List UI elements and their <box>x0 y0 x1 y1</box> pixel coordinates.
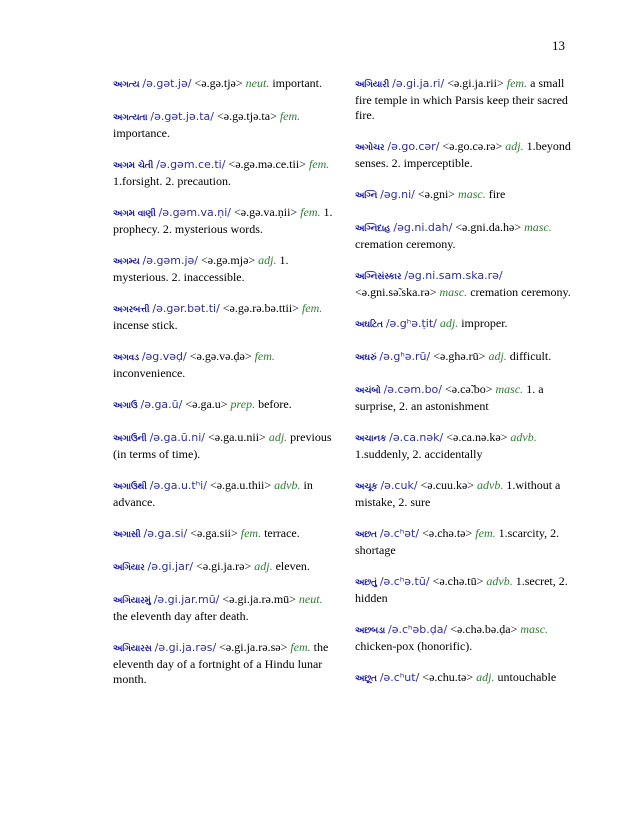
entry-transliteration: <ə.chə.bə.ḍa> <box>450 622 518 636</box>
entry-transliteration: <ə.gə.tjə.ta> <box>217 109 277 123</box>
entry-transliteration: <ə.chə.tə> <box>422 526 473 540</box>
entry-headword: અગાસી <box>113 530 141 540</box>
entry-pronunciation: /ə.ga.u.tʰi/ <box>149 479 207 492</box>
entry-definition: cremation ceremony. <box>470 285 571 299</box>
entry-transliteration: <ə.gi.ja.rə.mū> <box>222 592 296 606</box>
entry-transliteration: <ə.gə.tjə> <box>194 76 243 90</box>
entry-pronunciation: /ə.cʰəb.ḍa/ <box>388 623 448 636</box>
entry-pronunciation: /ə.cəm.bo/ <box>383 383 442 396</box>
entry-headword: અગરબત્તી <box>113 305 150 315</box>
entry-headword: અગમ્ય <box>113 257 140 267</box>
dictionary-entry <box>113 157 333 189</box>
entry-definition: 1. mysterious. 2. inaccessible. <box>113 253 289 284</box>
entry-part-of-speech: fem. <box>301 301 323 315</box>
entry-part-of-speech: masc. <box>458 187 486 201</box>
right-column <box>355 76 575 703</box>
entry-part-of-speech: adj. <box>258 253 277 267</box>
entry-part-of-speech: fem. <box>300 205 321 219</box>
entry-definition: 1.scarcity, 2. shortage <box>355 526 560 557</box>
entry-definition: importance. <box>113 126 170 140</box>
entry-headword: અછતું <box>355 578 377 588</box>
entry-part-of-speech: advb. <box>477 478 504 492</box>
entry-transliteration: <ə.gni.sə̃.ska.rə> <box>355 285 437 299</box>
entry-headword: અછૂત <box>355 674 377 684</box>
entry-pronunciation: /əg.vəḍ/ <box>141 350 187 363</box>
entry-transliteration: <ə.chə.tū> <box>432 574 484 588</box>
entry-definition: 1.beyond senses. 2. imperceptible. <box>355 139 571 170</box>
entry-transliteration: <ə.chu.tə> <box>422 670 474 684</box>
entry-pronunciation: /ə.gi.ja.ri/ <box>392 77 445 90</box>
entry-definition: 1. prophecy. 2. mysterious words. <box>113 205 333 236</box>
dictionary-entry <box>355 268 575 300</box>
entry-pronunciation: /ə.gi.jar/ <box>147 560 194 573</box>
entry-definition: 1.secret, 2. hidden <box>355 574 568 605</box>
entry-transliteration: <ə.ga.u> <box>185 397 228 411</box>
entry-part-of-speech: neut. <box>298 592 323 606</box>
entry-part-of-speech: neut. <box>245 76 270 90</box>
dictionary-entry <box>113 76 333 93</box>
entry-definition: chicken-pox (honorific). <box>355 639 473 653</box>
entry-definition: difficult. <box>509 349 552 363</box>
entry-headword: અગાઉ <box>113 401 138 411</box>
dictionary-entry <box>113 301 333 333</box>
dictionary-entry <box>355 526 575 558</box>
entry-headword: અછત <box>355 530 377 540</box>
entry-part-of-speech: adj. <box>254 559 273 573</box>
entry-definition: the eleventh day of a fortnight of a Hindu lunar month. <box>113 640 329 686</box>
entry-part-of-speech: adj. <box>505 139 524 153</box>
dictionary-entry <box>355 316 575 333</box>
entry-definition: before. <box>258 397 292 411</box>
entry-pronunciation: /ə.gəm.ce.ti/ <box>156 158 226 171</box>
entry-headword: અઘરું <box>355 353 377 363</box>
entry-pronunciation: /ə.ca.nək/ <box>389 431 444 444</box>
dictionary-entry <box>113 430 333 462</box>
entry-part-of-speech: adj. <box>476 670 495 684</box>
entry-part-of-speech: masc. <box>439 285 468 299</box>
entry-definition: in advance. <box>113 478 313 509</box>
entry-part-of-speech: prep. <box>230 397 256 411</box>
entry-transliteration: <ə.ga.sii> <box>190 526 238 540</box>
entry-definition: a small fire temple in which Parsis keep their sacred fire. <box>355 76 568 122</box>
entry-headword: અગમ ચેતી <box>113 161 154 171</box>
entry-pronunciation: /ə.gi.ja.rəs/ <box>154 641 217 654</box>
entry-part-of-speech: adj. <box>439 316 459 330</box>
dictionary-entry <box>113 640 333 687</box>
page-number: 13 <box>552 38 565 53</box>
entry-part-of-speech: adj. <box>268 430 288 444</box>
dictionary-entry <box>113 253 333 285</box>
entry-pronunciation: /ə.ga.ū.ni/ <box>149 431 205 444</box>
dictionary-entry <box>355 76 575 123</box>
entry-pronunciation: /ə.gəm.va.ṇi/ <box>158 206 232 219</box>
entry-part-of-speech: adj. <box>488 349 507 363</box>
entry-transliteration: <ə.cə̃.bo> <box>445 382 493 396</box>
entry-part-of-speech: masc. <box>524 220 552 234</box>
entry-pronunciation: /ə.gi.jar.mū/ <box>153 593 220 606</box>
entry-part-of-speech: advb. <box>486 574 513 588</box>
dictionary-entry <box>113 526 333 543</box>
dictionary-entry <box>355 382 575 414</box>
entry-pronunciation: /əg.ni.sam.ska.rə/ <box>404 269 503 282</box>
left-column <box>113 76 333 703</box>
entry-part-of-speech: masc. <box>520 622 549 636</box>
entry-transliteration: <ə.gə.va.ṇii> <box>234 205 298 219</box>
entry-definition: terrace. <box>264 526 300 540</box>
entry-headword: અગ્નિદાહ <box>355 224 391 234</box>
entry-headword: અગોચર <box>355 143 385 153</box>
entry-headword: અગ્નિ <box>355 191 378 201</box>
entry-transliteration: <ə.gi.ja.rə> <box>196 559 252 573</box>
entry-pronunciation: /ə.cuk/ <box>380 479 418 492</box>
entry-transliteration: <ə.gə.mjə> <box>200 253 256 267</box>
entry-pronunciation: /ə.cʰut/ <box>379 671 420 684</box>
entry-headword: અગત્યતા <box>113 113 148 123</box>
entry-definition: inconvenience. <box>113 366 186 380</box>
entry-transliteration: <ə.gi.ja.rə.sə> <box>219 640 288 654</box>
dictionary-entry <box>355 622 575 654</box>
entry-pronunciation: /ə.go.cər/ <box>387 140 440 153</box>
dictionary-entry <box>113 478 333 510</box>
entry-pronunciation: /ə.ga.ū/ <box>140 398 183 411</box>
entry-headword: અગ્નિસંસ્કાર <box>355 272 402 282</box>
entry-pronunciation: /ə.ga.si/ <box>143 527 188 540</box>
entry-part-of-speech: fem. <box>240 526 262 540</box>
entry-pronunciation: /ə.gʰə.rū/ <box>379 350 431 363</box>
entry-part-of-speech: fem. <box>475 526 496 540</box>
entry-definition: incense stick. <box>113 318 178 332</box>
entry-headword: અછબડા <box>355 626 386 636</box>
entry-transliteration: <ə.gni> <box>417 187 456 201</box>
entry-definition: important. <box>272 76 322 90</box>
dictionary-entry <box>355 670 575 687</box>
entry-transliteration: <ə.gi.ja.rii> <box>447 76 504 90</box>
entry-headword: અચંબો <box>355 386 381 396</box>
entry-part-of-speech: fem. <box>254 349 275 363</box>
entry-definition: untouchable <box>497 670 557 684</box>
entry-definition: improper. <box>461 316 508 330</box>
dictionary-entry <box>113 592 333 624</box>
dictionary-entry <box>355 349 575 366</box>
entry-headword: અગાઉથી <box>113 482 147 492</box>
entry-definition: 1.without a mistake, 2. sure <box>355 478 561 509</box>
entry-transliteration: <ə.ghə.rū> <box>433 349 486 363</box>
entry-headword: અગમ વાણી <box>113 209 156 219</box>
entry-pronunciation: /ə.gət.jə.ta/ <box>150 110 214 123</box>
entry-headword: અચાનક <box>355 434 387 444</box>
dictionary-entry <box>113 559 333 576</box>
entry-transliteration: <ə.gə.rə.bə.ttii> <box>222 301 299 315</box>
dictionary-entry <box>355 220 575 252</box>
entry-transliteration: <ə.ga.u.nii> <box>207 430 266 444</box>
dictionary-entry <box>113 109 333 141</box>
entry-transliteration: <ə.go.cə.rə> <box>442 139 503 153</box>
entry-headword: અગાઉની <box>113 434 147 444</box>
entry-headword: અગિયારમું <box>113 596 151 606</box>
entry-pronunciation: /ə.gər.bət.ti/ <box>152 302 220 315</box>
entry-pronunciation: /əg.ni/ <box>380 188 415 201</box>
dictionary-entry <box>355 430 575 462</box>
entry-pronunciation: /əg.ni.dah/ <box>393 221 453 234</box>
dictionary-entry <box>355 574 575 606</box>
entry-part-of-speech: masc. <box>495 382 524 396</box>
entry-definition: cremation ceremony. <box>355 237 456 251</box>
entry-definition: eleven. <box>275 559 310 573</box>
entry-pronunciation: /ə.gəm.jə/ <box>142 254 198 267</box>
entry-pronunciation: /ə.cʰə.tū/ <box>379 575 430 588</box>
dictionary-entry <box>113 205 333 237</box>
entry-definition: fire <box>488 187 506 201</box>
entry-definition: 1.forsight. 2. precaution. <box>113 174 231 188</box>
dictionary-entry <box>113 349 333 381</box>
entry-part-of-speech: fem. <box>308 157 330 171</box>
entry-transliteration: <ə.ca.nə.kə> <box>446 430 508 444</box>
entry-definition: 1. a surprise, 2. an astonishment <box>355 382 544 413</box>
entry-pronunciation: /ə.cʰət/ <box>379 527 420 540</box>
entry-headword: અગત્ય <box>113 80 140 90</box>
entry-transliteration: <ə.gə.mə.ce.tii> <box>228 157 306 171</box>
entry-part-of-speech: fem. <box>506 76 528 90</box>
dictionary-entry <box>355 478 575 510</box>
entry-definition: the eleventh day after death. <box>113 609 249 623</box>
dictionary-entry <box>355 187 575 204</box>
entry-headword: અગવડ <box>113 353 139 363</box>
entry-transliteration: <ə.ga.u.thii> <box>209 478 272 492</box>
entry-headword: અઘટિત <box>355 320 383 330</box>
entry-headword: અગિયાર <box>113 563 145 573</box>
entry-transliteration: <ə.gni.da.hə> <box>455 220 522 234</box>
entry-headword: અગિયારસ <box>113 644 152 654</box>
entry-definition: 1.suddenly, 2. accidentally <box>355 447 483 461</box>
dictionary-entry <box>113 397 333 414</box>
entry-pronunciation: /ə.gət.jə/ <box>142 77 192 90</box>
entry-part-of-speech: fem. <box>279 109 301 123</box>
entry-part-of-speech: fem. <box>290 640 311 654</box>
entry-pronunciation: /ə.gʰə.ṭit/ <box>385 317 437 330</box>
entry-headword: અચૂક <box>355 482 378 492</box>
entry-part-of-speech: advb. <box>274 478 301 492</box>
entry-headword: અગિયારી <box>355 80 390 90</box>
dictionary-entry <box>355 139 575 171</box>
entry-part-of-speech: advb. <box>510 430 537 444</box>
entry-definition: previous (in terms of time). <box>113 430 332 461</box>
entry-transliteration: <ə.cuu.kə> <box>420 478 475 492</box>
entry-transliteration: <ə.gə.və.ḍə> <box>189 349 252 363</box>
